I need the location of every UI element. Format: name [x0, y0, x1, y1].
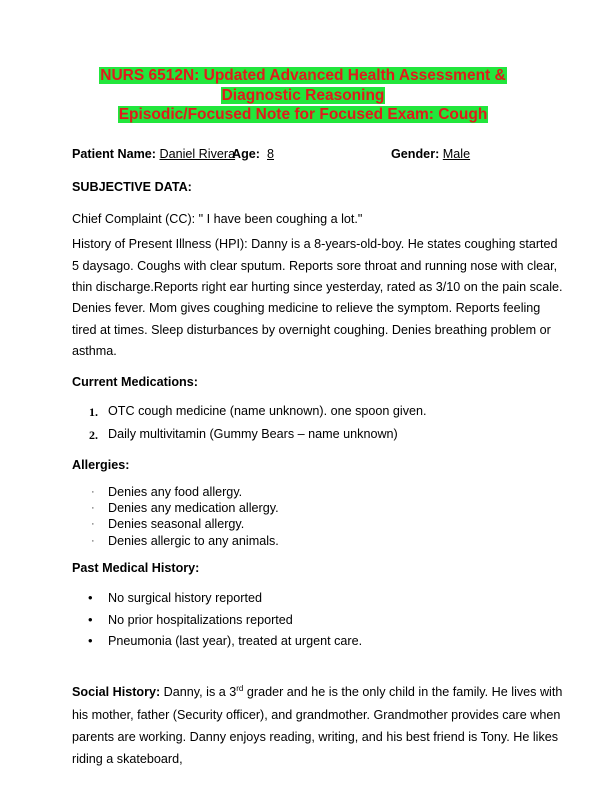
- social-history-line: his mother, father (Security officer), and grandmother. Grandmother provides care when: [72, 708, 561, 722]
- pmh-heading: Past Medical History:: [72, 561, 200, 575]
- patient-gender-field: [391, 147, 470, 161]
- list-marker: ·: [91, 518, 95, 530]
- hpi-line: asthma.: [72, 344, 117, 358]
- patient-age-field: [232, 147, 274, 161]
- subjective-heading: SUBJECTIVE DATA:: [72, 180, 192, 194]
- allergies-heading: Allergies:: [72, 458, 130, 472]
- list-number: 1.: [89, 405, 98, 419]
- patient-name: Daniel Rivera: [159, 147, 236, 161]
- list-marker: •: [88, 612, 93, 627]
- social-text: Danny, is a 3: [160, 685, 237, 699]
- social-text: grader and he is the only child in the family. He lives with: [243, 685, 563, 699]
- allergy-item: Denies seasonal allergy.: [108, 517, 245, 531]
- list-marker: ·: [91, 502, 95, 514]
- list-number: 2.: [89, 428, 98, 442]
- medication-item: OTC cough medicine (name unknown). one spoon given.: [108, 404, 427, 418]
- list-marker: •: [88, 590, 93, 605]
- hpi-line: History of Present Illness (HPI): Danny is a 8-years-old-boy. He states coughing started: [72, 237, 558, 251]
- hpi-line: thin discharge.Reports right ear hurting since yesterday, rated as 3/10 on the pain scale.: [72, 280, 563, 294]
- medication-item: Daily multivitamin (Gummy Bears – name unknown): [108, 427, 398, 441]
- social-history-line: riding a skateboard,: [72, 752, 183, 766]
- ordinal-suffix: rd: [236, 683, 244, 693]
- allergy-item: Denies any food allergy.: [108, 485, 243, 499]
- pmh-item: No prior hospitalizations reported: [108, 613, 293, 627]
- title-line-3: Episodic/Focused Note for Focused Exam: Cough: [118, 106, 488, 123]
- medications-heading: Current Medications:: [72, 375, 198, 389]
- title-line-2: Diagnostic Reasoning: [221, 86, 385, 104]
- patient-age-label: Age:: [232, 147, 260, 161]
- chief-complaint: Chief Complaint (CC): " I have been coughing a lot.": [72, 212, 363, 226]
- social-history-label: Social History:: [72, 685, 161, 699]
- social-history-line: parents are working. Danny enjoys reading, writing, and his best friend is Tony. He likes: [72, 730, 559, 744]
- list-marker: •: [88, 633, 93, 648]
- title-line-1: NURS 6512N: Updated Advanced Health Assessment &: [100, 67, 506, 84]
- pmh-item: No surgical history reported: [108, 591, 262, 605]
- social-history-line: [72, 685, 562, 699]
- patient-age: 8: [267, 147, 275, 161]
- patient-info: [72, 147, 235, 161]
- patient-name-label: Patient Name:: [72, 147, 156, 161]
- document-title: [60, 66, 546, 125]
- patient-gender: Male: [442, 147, 471, 161]
- allergy-item: Denies allergic to any animals.: [108, 534, 279, 548]
- pmh-item: Pneumonia (last year), treated at urgent care.: [108, 634, 363, 648]
- patient-gender-label: Gender:: [391, 147, 440, 161]
- allergy-item: Denies any medication allergy.: [108, 501, 279, 515]
- list-marker: ·: [91, 486, 95, 498]
- hpi-line: Denies fever. Mom gives coughing medicine to relieve the symptom. Reports feeling: [72, 301, 541, 315]
- hpi-line: tired at times. Sleep disturbances by overnight coughing. Denies breathing problem or: [72, 323, 551, 337]
- list-marker: ·: [91, 535, 95, 547]
- hpi-line: 5 daysago. Coughs with clear sputum. Reports sore throat and running nose with clear,: [72, 259, 558, 273]
